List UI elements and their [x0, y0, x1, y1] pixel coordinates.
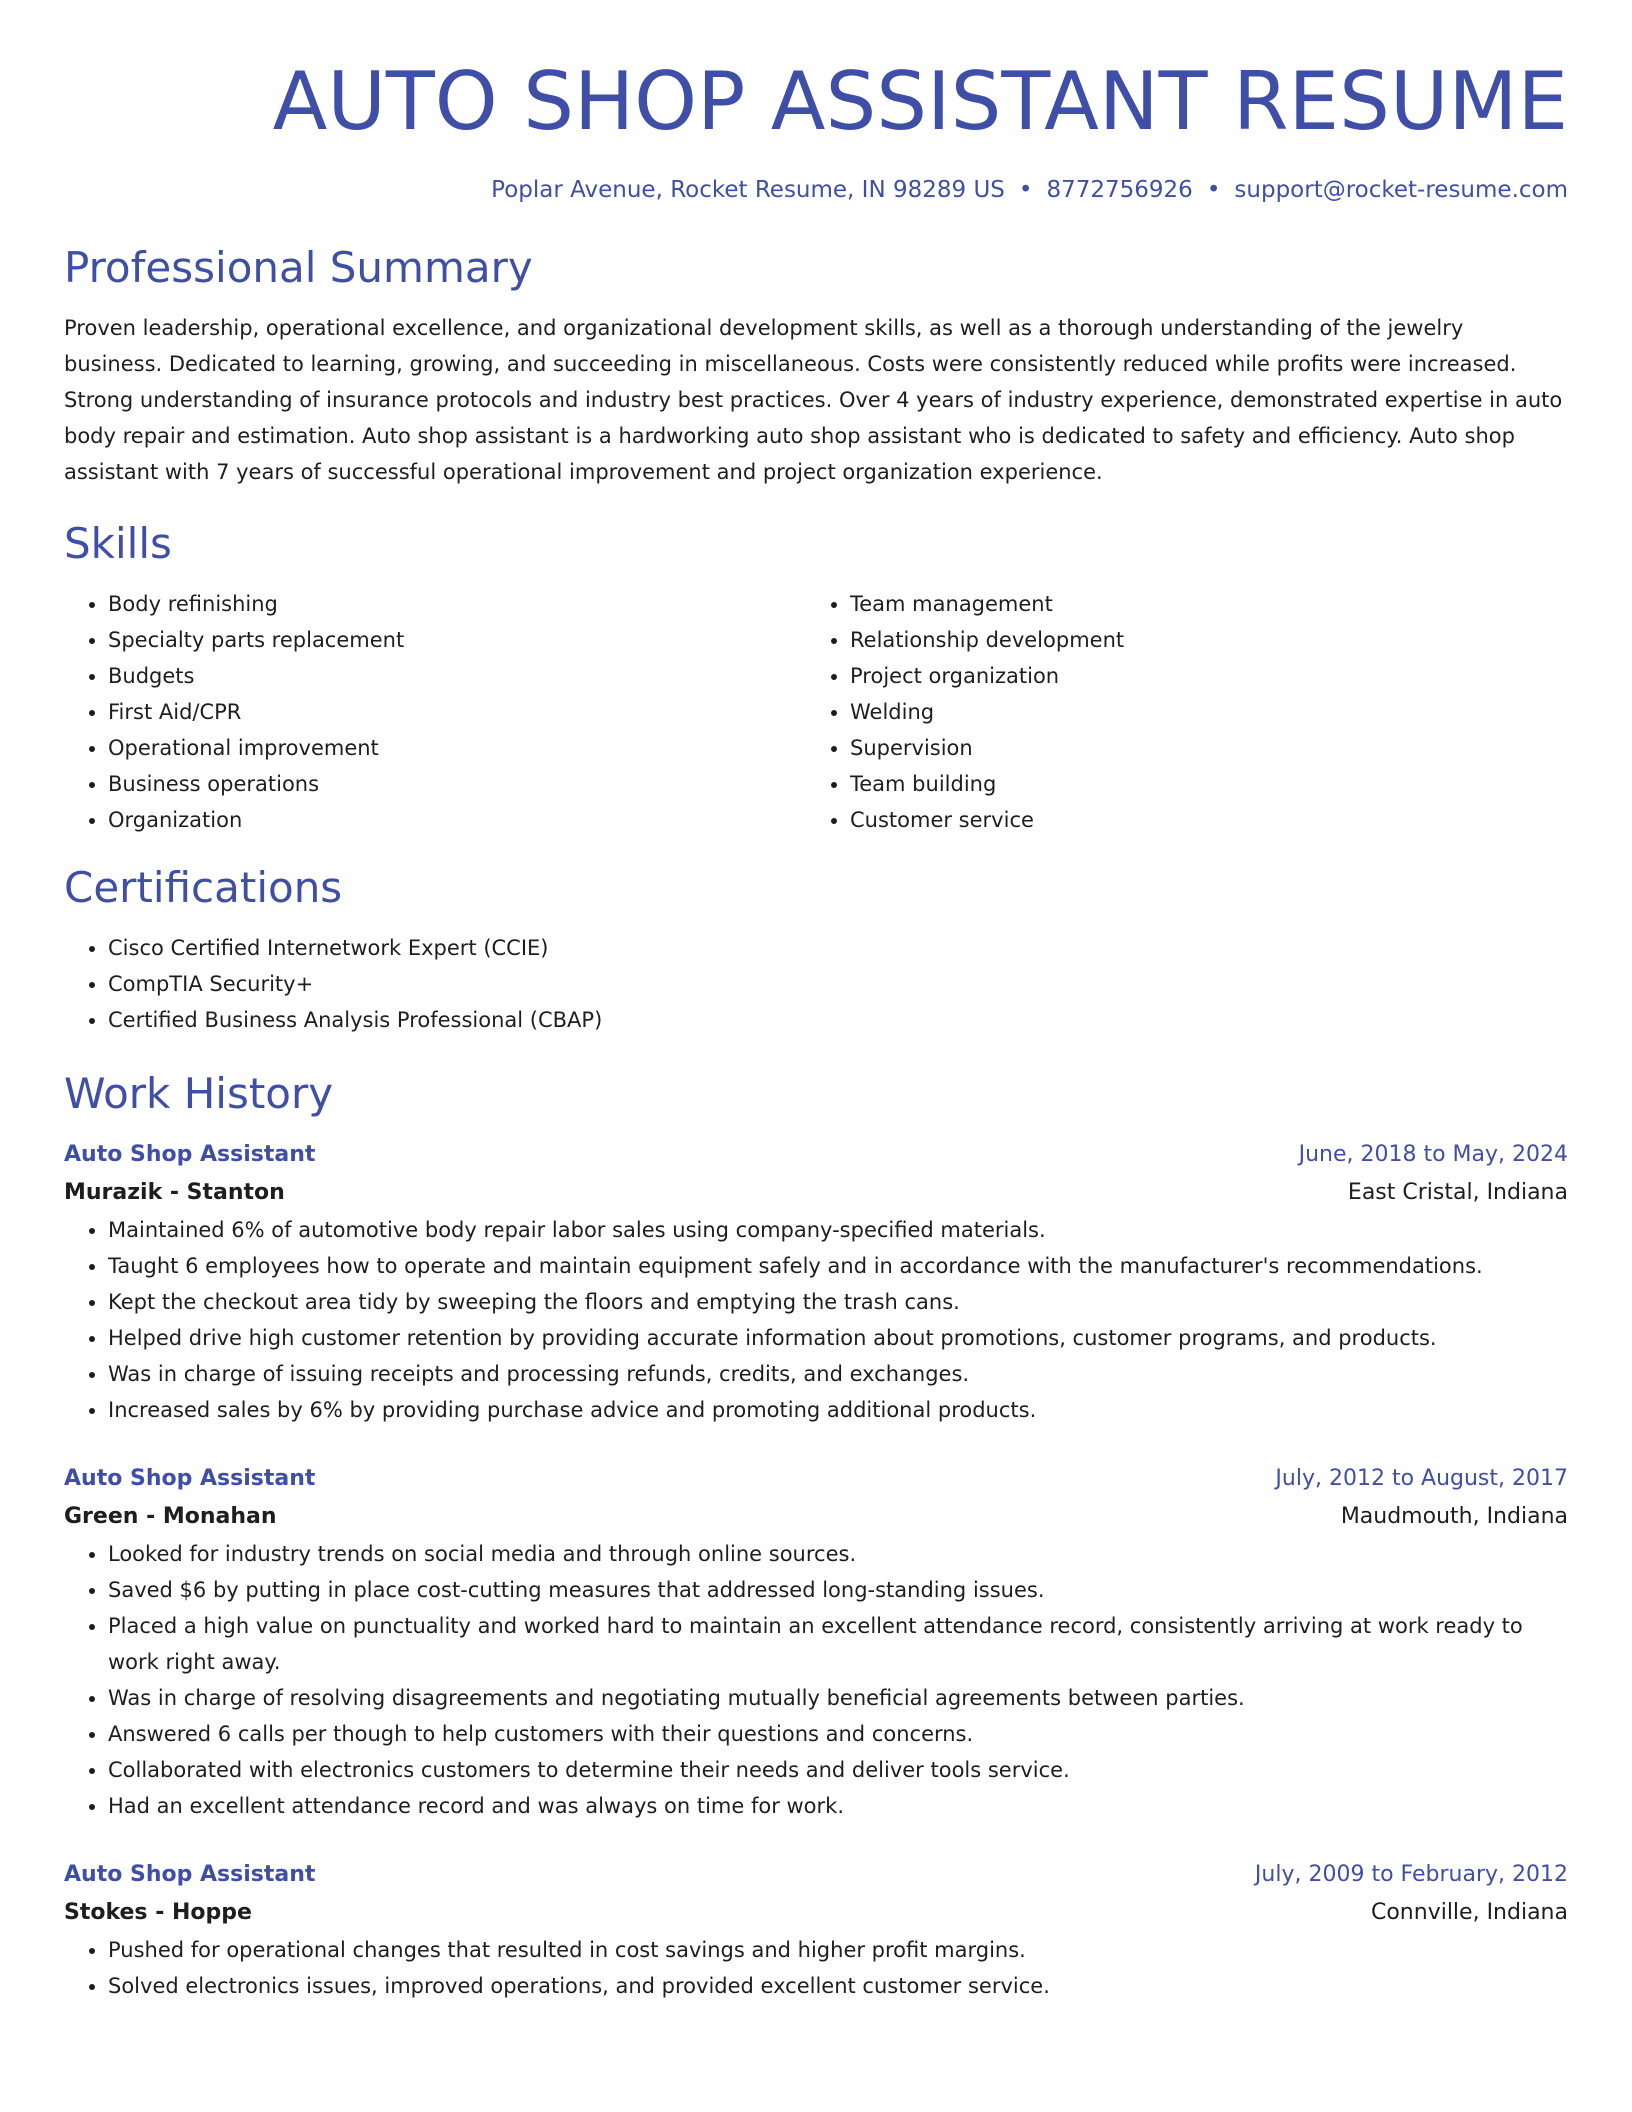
job-subheader — [64, 1498, 1568, 1536]
skills-section — [64, 516, 1568, 838]
certification-item: • Certified Business Analysis Professional (CBAP) — [108, 1002, 1568, 1038]
contact-line — [64, 174, 1568, 206]
summary-text: Proven leadership, operational excellence, and organizational development skills, as well as a thorough understanding of the jewelry business. Dedicated to learning, growing, and succeeding in miscellaneous. Costs were consistently reduced while profits were increased. Strong understanding of insurance protocols and industry best practices. Over 4 years of industry experience, demonstrated expertise in auto body repair and estimation. Auto shop assistant is a hardworking auto shop assistant who is dedicated to safety and efficiency. Auto shop assistant with 7 years of successful operational improvement and project organization experience. — [64, 316, 1563, 484]
resume-title: AUTO SHOP ASSISTANT RESUME — [272, 55, 1568, 148]
job-subheader — [64, 1894, 1568, 1932]
skill-item: • Budgets — [108, 658, 806, 694]
certifications-section — [64, 860, 1568, 1038]
certification-item: • Cisco Certified Internetwork Expert (CCIE) — [108, 930, 1568, 966]
job-bullet: • Looked for industry trends on social media and through online sources. — [108, 1536, 1568, 1572]
contact-separator: • — [1206, 177, 1221, 203]
skill-item: • Relationship development — [850, 622, 1548, 658]
skills-column-right — [806, 586, 1548, 838]
job-title: Auto Shop Assistant — [64, 1466, 316, 1491]
job-bullet: • Placed a high value on punctuality and worked hard to maintain an excellent attendance record, consistently arriving at work ready to work right away. — [108, 1608, 1568, 1680]
job-entry — [64, 1460, 1568, 1824]
job-bullet: • Kept the checkout area tidy by sweeping the floors and emptying the trash cans. — [108, 1284, 1568, 1320]
job-bullet-list — [64, 1212, 1568, 1428]
skill-item: • Organization — [108, 802, 806, 838]
skill-item: • Business operations — [108, 766, 806, 802]
job-bullet-list — [64, 1932, 1568, 2004]
work-history-heading: Work History — [64, 1069, 334, 1118]
job-header — [64, 1856, 1568, 1894]
job-dates: July, 2009 to February, 2012 — [1254, 1862, 1568, 1887]
job-location: East Cristal, Indiana — [1347, 1180, 1568, 1205]
job-bullet-list — [64, 1536, 1568, 1824]
skill-item: • Customer service — [850, 802, 1548, 838]
contact-email: support@rocket-resume.com — [1234, 177, 1568, 203]
job-bullet: • Taught 6 employees how to operate and maintain equipment safely and in accordance with the manufacturer's recommendations. — [108, 1248, 1568, 1284]
job-company: Stokes - Hoppe — [64, 1900, 252, 1925]
work-history-section — [64, 1066, 1568, 2004]
skill-item: • Body refinishing — [108, 586, 806, 622]
job-bullet: • Increased sales by 6% by providing purchase advice and promoting additional products. — [108, 1392, 1568, 1428]
job-bullet: • Saved $6 by putting in place cost-cutting measures that addressed long-standing issues. — [108, 1572, 1568, 1608]
skill-item: • Team management — [850, 586, 1548, 622]
job-dates: June, 2018 to May, 2024 — [1298, 1142, 1568, 1167]
job-bullet: • Was in charge of resolving disagreements and negotiating mutually beneficial agreements between parties. — [108, 1680, 1568, 1716]
job-location: Maudmouth, Indiana — [1340, 1504, 1568, 1529]
resume-page — [64, 0, 1568, 2004]
skills-heading: Skills — [64, 519, 172, 568]
job-bullet: • Collaborated with electronics customers to determine their needs and deliver tools service. — [108, 1752, 1568, 1788]
skill-item: • Specialty parts replacement — [108, 622, 806, 658]
skills-column-left — [64, 586, 806, 838]
certification-item: • CompTIA Security+ — [108, 966, 1568, 1002]
job-entry — [64, 1136, 1568, 1428]
summary-heading: Professional Summary — [64, 243, 533, 292]
job-bullet: • Pushed for operational changes that resulted in cost savings and higher profit margins. — [108, 1932, 1568, 1968]
contact-phone: 8772756926 — [1046, 177, 1193, 203]
job-company: Green - Monahan — [64, 1504, 277, 1529]
job-header — [64, 1460, 1568, 1498]
job-entry — [64, 1856, 1568, 2004]
skill-item: • Supervision — [850, 730, 1548, 766]
skill-item: • Team building — [850, 766, 1548, 802]
job-header — [64, 1136, 1568, 1174]
skills-list-right — [806, 586, 1548, 838]
job-bullet: • Had an excellent attendance record and was always on time for work. — [108, 1788, 1568, 1824]
job-subheader — [64, 1174, 1568, 1212]
contact-address: Poplar Avenue, Rocket Resume, IN 98289 US — [491, 177, 1005, 203]
job-bullet: • Was in charge of issuing receipts and processing refunds, credits, and exchanges. — [108, 1356, 1568, 1392]
job-bullet: • Helped drive high customer retention by providing accurate information about promotions, customer programs, and products. — [108, 1320, 1568, 1356]
skill-item: • First Aid/CPR — [108, 694, 806, 730]
skills-grid — [64, 586, 1568, 838]
summary-section — [64, 240, 1568, 490]
job-bullet: • Maintained 6% of automotive body repair labor sales using company-specified materials. — [108, 1212, 1568, 1248]
job-location: Connville, Indiana — [1370, 1900, 1568, 1925]
skill-item: • Operational improvement — [108, 730, 806, 766]
job-title: Auto Shop Assistant — [64, 1862, 316, 1887]
contact-separator: • — [1018, 177, 1033, 203]
job-dates: July, 2012 to August, 2017 — [1275, 1466, 1568, 1491]
certifications-list — [64, 930, 1568, 1038]
skills-list-left — [64, 586, 806, 838]
skill-item: • Welding — [850, 694, 1548, 730]
certifications-heading: Certifications — [64, 863, 343, 912]
job-bullet: • Solved electronics issues, improved operations, and provided excellent customer service. — [108, 1968, 1568, 2004]
job-title: Auto Shop Assistant — [64, 1142, 316, 1167]
job-bullet: • Answered 6 calls per though to help customers with their questions and concerns. — [108, 1716, 1568, 1752]
skill-item: • Project organization — [850, 658, 1548, 694]
job-company: Murazik - Stanton — [64, 1180, 285, 1205]
